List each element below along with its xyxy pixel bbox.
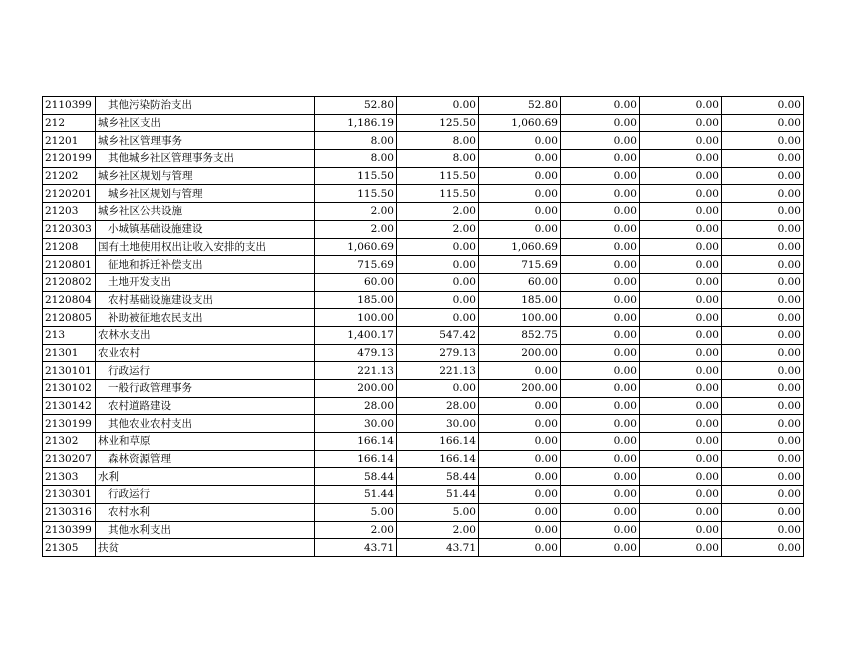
amount-cell: 0.00 bbox=[640, 185, 722, 203]
amount-cell: 0.00 bbox=[722, 362, 804, 380]
amount-cell: 0.00 bbox=[722, 185, 804, 203]
amount-cell: 28.00 bbox=[315, 397, 397, 415]
amount-cell: 115.50 bbox=[397, 167, 479, 185]
amount-cell: 2.00 bbox=[397, 521, 479, 539]
amount-cell: 0.00 bbox=[640, 256, 722, 274]
subject-code-cell: 2130101 bbox=[43, 362, 96, 380]
amount-cell: 125.50 bbox=[397, 114, 479, 132]
subject-name-cell: 其他水利支出 bbox=[96, 521, 315, 539]
amount-cell: 221.13 bbox=[397, 362, 479, 380]
subject-name-cell: 其他农业农村支出 bbox=[96, 415, 315, 433]
budget-expenditure-table bbox=[42, 96, 804, 557]
amount-cell: 0.00 bbox=[640, 273, 722, 291]
amount-cell: 0.00 bbox=[722, 486, 804, 504]
amount-cell: 8.00 bbox=[315, 132, 397, 150]
amount-cell: 0.00 bbox=[479, 433, 561, 451]
subject-name-cell: 农村道路建设 bbox=[96, 397, 315, 415]
amount-cell: 0.00 bbox=[479, 167, 561, 185]
amount-cell: 166.14 bbox=[315, 433, 397, 451]
amount-cell: 0.00 bbox=[479, 220, 561, 238]
amount-cell: 0.00 bbox=[479, 415, 561, 433]
amount-cell: 1,060.69 bbox=[315, 238, 397, 256]
amount-cell: 28.00 bbox=[397, 397, 479, 415]
amount-cell: 0.00 bbox=[561, 238, 640, 256]
subject-name-cell: 其他城乡社区管理事务支出 bbox=[96, 150, 315, 168]
table-row bbox=[43, 539, 804, 557]
subject-code-cell: 2130316 bbox=[43, 503, 96, 521]
amount-cell: 0.00 bbox=[722, 380, 804, 398]
amount-cell: 0.00 bbox=[479, 521, 561, 539]
subject-code-cell: 21301 bbox=[43, 344, 96, 362]
amount-cell: 0.00 bbox=[479, 450, 561, 468]
table-body bbox=[43, 97, 804, 557]
table-row bbox=[43, 521, 804, 539]
amount-cell: 0.00 bbox=[561, 362, 640, 380]
amount-cell: 60.00 bbox=[315, 273, 397, 291]
table-row bbox=[43, 132, 804, 150]
amount-cell: 2.00 bbox=[397, 220, 479, 238]
table-row bbox=[43, 203, 804, 221]
amount-cell: 0.00 bbox=[722, 167, 804, 185]
amount-cell: 547.42 bbox=[397, 326, 479, 344]
amount-cell: 51.44 bbox=[397, 486, 479, 504]
subject-code-cell: 21208 bbox=[43, 238, 96, 256]
table-row bbox=[43, 238, 804, 256]
subject-name-cell: 城乡社区规划与管理 bbox=[96, 167, 315, 185]
amount-cell: 0.00 bbox=[640, 521, 722, 539]
table-row bbox=[43, 503, 804, 521]
amount-cell: 0.00 bbox=[561, 415, 640, 433]
subject-code-cell: 21203 bbox=[43, 203, 96, 221]
amount-cell: 0.00 bbox=[397, 291, 479, 309]
amount-cell: 0.00 bbox=[561, 150, 640, 168]
amount-cell: 0.00 bbox=[561, 521, 640, 539]
table-row bbox=[43, 344, 804, 362]
amount-cell: 166.14 bbox=[397, 450, 479, 468]
amount-cell: 166.14 bbox=[397, 433, 479, 451]
table-row bbox=[43, 97, 804, 115]
amount-cell: 0.00 bbox=[722, 203, 804, 221]
subject-name-cell: 其他污染防治支出 bbox=[96, 97, 315, 115]
amount-cell: 0.00 bbox=[640, 150, 722, 168]
amount-cell: 0.00 bbox=[397, 309, 479, 327]
table-row bbox=[43, 362, 804, 380]
amount-cell: 0.00 bbox=[640, 362, 722, 380]
amount-cell: 2.00 bbox=[315, 521, 397, 539]
amount-cell: 0.00 bbox=[561, 503, 640, 521]
amount-cell: 0.00 bbox=[561, 132, 640, 150]
amount-cell: 0.00 bbox=[722, 450, 804, 468]
amount-cell: 8.00 bbox=[315, 150, 397, 168]
amount-cell: 0.00 bbox=[722, 291, 804, 309]
amount-cell: 0.00 bbox=[722, 114, 804, 132]
table-row bbox=[43, 167, 804, 185]
amount-cell: 2.00 bbox=[315, 220, 397, 238]
amount-cell: 0.00 bbox=[722, 326, 804, 344]
amount-cell: 0.00 bbox=[640, 291, 722, 309]
amount-cell: 0.00 bbox=[479, 486, 561, 504]
subject-code-cell: 21305 bbox=[43, 539, 96, 557]
amount-cell: 0.00 bbox=[640, 468, 722, 486]
subject-name-cell: 森林资源管理 bbox=[96, 450, 315, 468]
amount-cell: 5.00 bbox=[397, 503, 479, 521]
amount-cell: 200.00 bbox=[479, 344, 561, 362]
amount-cell: 52.80 bbox=[479, 97, 561, 115]
amount-cell: 0.00 bbox=[561, 309, 640, 327]
subject-code-cell: 2120805 bbox=[43, 309, 96, 327]
amount-cell: 8.00 bbox=[397, 132, 479, 150]
amount-cell: 8.00 bbox=[397, 150, 479, 168]
table-row bbox=[43, 220, 804, 238]
amount-cell: 0.00 bbox=[640, 397, 722, 415]
amount-cell: 51.44 bbox=[315, 486, 397, 504]
amount-cell: 166.14 bbox=[315, 450, 397, 468]
amount-cell: 0.00 bbox=[722, 132, 804, 150]
subject-name-cell: 城乡社区管理事务 bbox=[96, 132, 315, 150]
amount-cell: 1,060.69 bbox=[479, 114, 561, 132]
subject-code-cell: 21202 bbox=[43, 167, 96, 185]
amount-cell: 0.00 bbox=[479, 132, 561, 150]
table-row bbox=[43, 415, 804, 433]
subject-name-cell: 征地和拆迁补偿支出 bbox=[96, 256, 315, 274]
subject-code-cell: 213 bbox=[43, 326, 96, 344]
amount-cell: 115.50 bbox=[315, 167, 397, 185]
table-row bbox=[43, 150, 804, 168]
subject-code-cell: 2120801 bbox=[43, 256, 96, 274]
subject-code-cell: 2130102 bbox=[43, 380, 96, 398]
amount-cell: 0.00 bbox=[640, 503, 722, 521]
subject-code-cell: 2120199 bbox=[43, 150, 96, 168]
table-row bbox=[43, 291, 804, 309]
amount-cell: 0.00 bbox=[722, 503, 804, 521]
table-row bbox=[43, 380, 804, 398]
subject-code-cell: 21302 bbox=[43, 433, 96, 451]
amount-cell: 0.00 bbox=[479, 503, 561, 521]
subject-code-cell: 21201 bbox=[43, 132, 96, 150]
subject-code-cell: 2120303 bbox=[43, 220, 96, 238]
amount-cell: 200.00 bbox=[315, 380, 397, 398]
subject-name-cell: 水利 bbox=[96, 468, 315, 486]
amount-cell: 1,400.17 bbox=[315, 326, 397, 344]
amount-cell: 0.00 bbox=[722, 256, 804, 274]
subject-name-cell: 城乡社区支出 bbox=[96, 114, 315, 132]
table-row bbox=[43, 185, 804, 203]
amount-cell: 0.00 bbox=[640, 486, 722, 504]
table-row bbox=[43, 256, 804, 274]
amount-cell: 0.00 bbox=[640, 132, 722, 150]
amount-cell: 0.00 bbox=[561, 433, 640, 451]
subject-code-cell: 2130199 bbox=[43, 415, 96, 433]
amount-cell: 0.00 bbox=[479, 203, 561, 221]
amount-cell: 0.00 bbox=[640, 415, 722, 433]
subject-name-cell: 城乡社区公共设施 bbox=[96, 203, 315, 221]
amount-cell: 0.00 bbox=[561, 203, 640, 221]
table-row bbox=[43, 468, 804, 486]
subject-name-cell: 农村基础设施建设支出 bbox=[96, 291, 315, 309]
amount-cell: 58.44 bbox=[315, 468, 397, 486]
amount-cell: 715.69 bbox=[479, 256, 561, 274]
amount-cell: 279.13 bbox=[397, 344, 479, 362]
table-row bbox=[43, 309, 804, 327]
amount-cell: 2.00 bbox=[397, 203, 479, 221]
amount-cell: 0.00 bbox=[479, 397, 561, 415]
subject-name-cell: 农村水利 bbox=[96, 503, 315, 521]
subject-name-cell: 土地开发支出 bbox=[96, 273, 315, 291]
amount-cell: 0.00 bbox=[479, 150, 561, 168]
amount-cell: 2.00 bbox=[315, 203, 397, 221]
amount-cell: 5.00 bbox=[315, 503, 397, 521]
amount-cell: 0.00 bbox=[397, 238, 479, 256]
amount-cell: 115.50 bbox=[315, 185, 397, 203]
amount-cell: 0.00 bbox=[479, 185, 561, 203]
table-row bbox=[43, 114, 804, 132]
amount-cell: 0.00 bbox=[722, 220, 804, 238]
amount-cell: 100.00 bbox=[315, 309, 397, 327]
amount-cell: 0.00 bbox=[722, 468, 804, 486]
amount-cell: 30.00 bbox=[397, 415, 479, 433]
subject-code-cell: 2130399 bbox=[43, 521, 96, 539]
subject-name-cell: 国有土地使用权出让收入安排的支出 bbox=[96, 238, 315, 256]
amount-cell: 0.00 bbox=[561, 185, 640, 203]
subject-name-cell: 行政运行 bbox=[96, 362, 315, 380]
amount-cell: 0.00 bbox=[561, 273, 640, 291]
amount-cell: 0.00 bbox=[640, 238, 722, 256]
subject-code-cell: 2110399 bbox=[43, 97, 96, 115]
table-row bbox=[43, 326, 804, 344]
amount-cell: 0.00 bbox=[640, 220, 722, 238]
table-row bbox=[43, 273, 804, 291]
table-row bbox=[43, 433, 804, 451]
amount-cell: 0.00 bbox=[640, 380, 722, 398]
subject-name-cell: 行政运行 bbox=[96, 486, 315, 504]
table-row bbox=[43, 397, 804, 415]
amount-cell: 0.00 bbox=[640, 326, 722, 344]
amount-cell: 0.00 bbox=[561, 486, 640, 504]
subject-code-cell: 2120804 bbox=[43, 291, 96, 309]
amount-cell: 0.00 bbox=[397, 256, 479, 274]
amount-cell: 221.13 bbox=[315, 362, 397, 380]
amount-cell: 0.00 bbox=[640, 203, 722, 221]
subject-name-cell: 补助被征地农民支出 bbox=[96, 309, 315, 327]
amount-cell: 0.00 bbox=[722, 415, 804, 433]
amount-cell: 0.00 bbox=[640, 97, 722, 115]
amount-cell: 0.00 bbox=[640, 114, 722, 132]
amount-cell: 43.71 bbox=[397, 539, 479, 557]
amount-cell: 0.00 bbox=[561, 380, 640, 398]
amount-cell: 479.13 bbox=[315, 344, 397, 362]
amount-cell: 200.00 bbox=[479, 380, 561, 398]
amount-cell: 0.00 bbox=[561, 344, 640, 362]
amount-cell: 52.80 bbox=[315, 97, 397, 115]
amount-cell: 0.00 bbox=[640, 433, 722, 451]
amount-cell: 185.00 bbox=[315, 291, 397, 309]
amount-cell: 715.69 bbox=[315, 256, 397, 274]
amount-cell: 100.00 bbox=[479, 309, 561, 327]
table-row bbox=[43, 486, 804, 504]
subject-name-cell: 一般行政管理事务 bbox=[96, 380, 315, 398]
amount-cell: 0.00 bbox=[722, 539, 804, 557]
subject-code-cell: 2120201 bbox=[43, 185, 96, 203]
amount-cell: 852.75 bbox=[479, 326, 561, 344]
subject-name-cell: 城乡社区规划与管理 bbox=[96, 185, 315, 203]
amount-cell: 0.00 bbox=[722, 433, 804, 451]
amount-cell: 0.00 bbox=[722, 397, 804, 415]
amount-cell: 43.71 bbox=[315, 539, 397, 557]
amount-cell: 0.00 bbox=[479, 362, 561, 380]
subject-name-cell: 农业农村 bbox=[96, 344, 315, 362]
subject-code-cell: 2130142 bbox=[43, 397, 96, 415]
subject-code-cell: 21303 bbox=[43, 468, 96, 486]
amount-cell: 1,186.19 bbox=[315, 114, 397, 132]
amount-cell: 0.00 bbox=[640, 167, 722, 185]
amount-cell: 0.00 bbox=[561, 291, 640, 309]
amount-cell: 0.00 bbox=[561, 97, 640, 115]
subject-name-cell: 农林水支出 bbox=[96, 326, 315, 344]
amount-cell: 58.44 bbox=[397, 468, 479, 486]
amount-cell: 0.00 bbox=[561, 256, 640, 274]
amount-cell: 0.00 bbox=[561, 114, 640, 132]
subject-code-cell: 212 bbox=[43, 114, 96, 132]
amount-cell: 0.00 bbox=[640, 309, 722, 327]
amount-cell: 0.00 bbox=[479, 539, 561, 557]
amount-cell: 1,060.69 bbox=[479, 238, 561, 256]
subject-code-cell: 2130301 bbox=[43, 486, 96, 504]
subject-name-cell: 小城镇基础设施建设 bbox=[96, 220, 315, 238]
amount-cell: 0.00 bbox=[561, 539, 640, 557]
amount-cell: 0.00 bbox=[640, 450, 722, 468]
amount-cell: 30.00 bbox=[315, 415, 397, 433]
amount-cell: 0.00 bbox=[722, 238, 804, 256]
subject-name-cell: 林业和草原 bbox=[96, 433, 315, 451]
amount-cell: 0.00 bbox=[561, 326, 640, 344]
amount-cell: 0.00 bbox=[561, 450, 640, 468]
table-row bbox=[43, 450, 804, 468]
amount-cell: 0.00 bbox=[561, 397, 640, 415]
amount-cell: 0.00 bbox=[397, 273, 479, 291]
amount-cell: 0.00 bbox=[722, 150, 804, 168]
amount-cell: 185.00 bbox=[479, 291, 561, 309]
amount-cell: 0.00 bbox=[722, 273, 804, 291]
amount-cell: 60.00 bbox=[479, 273, 561, 291]
amount-cell: 0.00 bbox=[640, 539, 722, 557]
amount-cell: 0.00 bbox=[722, 521, 804, 539]
amount-cell: 0.00 bbox=[640, 344, 722, 362]
amount-cell: 0.00 bbox=[722, 309, 804, 327]
subject-name-cell: 扶贫 bbox=[96, 539, 315, 557]
amount-cell: 115.50 bbox=[397, 185, 479, 203]
amount-cell: 0.00 bbox=[561, 220, 640, 238]
subject-code-cell: 2130207 bbox=[43, 450, 96, 468]
amount-cell: 0.00 bbox=[561, 167, 640, 185]
amount-cell: 0.00 bbox=[397, 97, 479, 115]
budget-table-container bbox=[42, 96, 804, 557]
amount-cell: 0.00 bbox=[722, 344, 804, 362]
subject-code-cell: 2120802 bbox=[43, 273, 96, 291]
amount-cell: 0.00 bbox=[397, 380, 479, 398]
amount-cell: 0.00 bbox=[561, 468, 640, 486]
amount-cell: 0.00 bbox=[479, 468, 561, 486]
amount-cell: 0.00 bbox=[722, 97, 804, 115]
